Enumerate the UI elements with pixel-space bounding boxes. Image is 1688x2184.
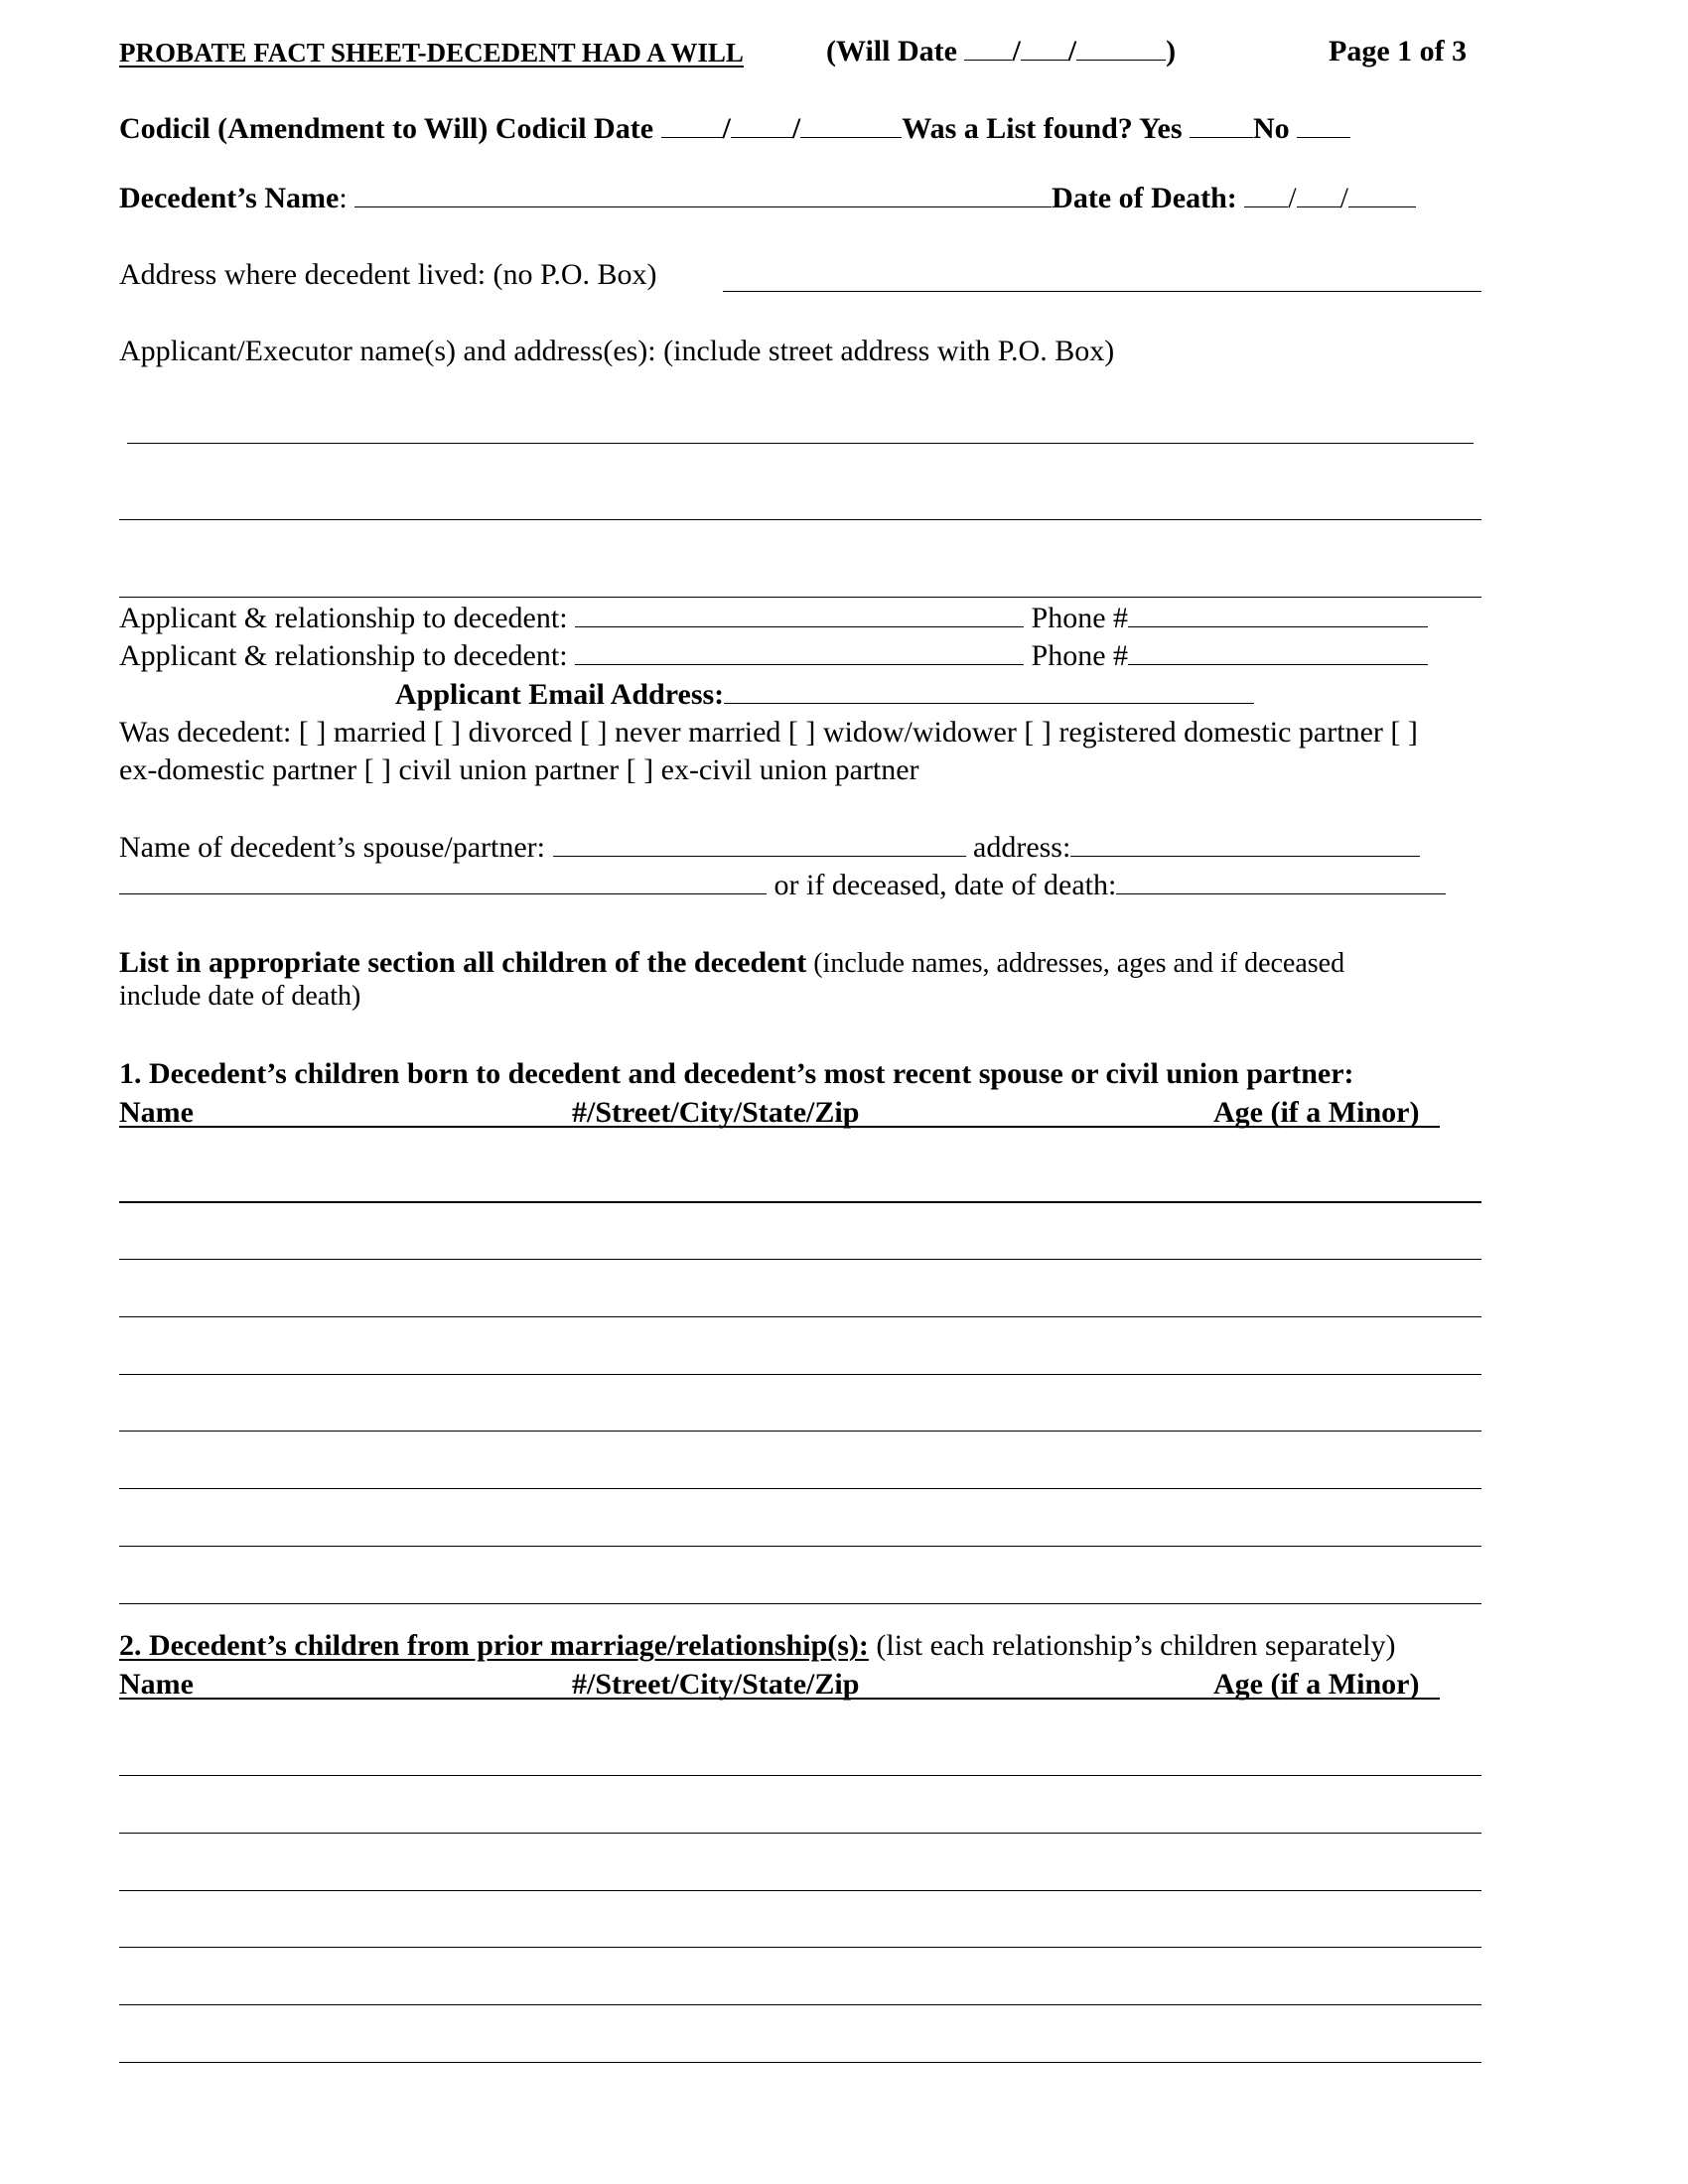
spouse-address-field[interactable] [1070,855,1420,857]
section-1-row-line-1[interactable] [119,1201,1481,1203]
codicil-month-field[interactable] [661,136,723,138]
section-1-col-address: #/Street/City/State/Zip [572,1096,860,1129]
applicant-2-phone-field[interactable] [1128,663,1428,665]
section-2-row-line-2[interactable] [119,1833,1481,1834]
section-2-title-row [119,1631,1396,1661]
codicil-label: Codicil (Amendment to Will) Codicil Date [119,112,654,145]
children-intro-bold: List in appropriate section all children of the decedent [119,946,807,979]
marital-status-line-2[interactable]: ex-domestic partner [ ] civil union partner [ ] ex-civil union partner [119,753,919,786]
section-1-row-line-7[interactable] [119,1546,1481,1547]
will-date-year-field[interactable] [1076,59,1166,61]
death-day-field[interactable] [1297,205,1340,207]
section-2-row-line-6[interactable] [119,2062,1481,2063]
form-title: PROBATE FACT SHEET-DECEDENT HAD A WILL [119,38,744,68]
applicant-1-phone-label: Phone # [1031,602,1129,634]
will-date-label [826,37,1176,67]
executor-label: Applicant/Executor name(s) and address(es): (include street address with P.O. Box) [119,335,1115,367]
will-date-slash-2: / [1067,35,1077,68]
section-2-row-line-1[interactable] [119,1775,1481,1776]
section-2-row-line-3[interactable] [119,1890,1481,1891]
section-1-row-line-8[interactable] [119,1603,1481,1604]
section-1-title: 1. Decedent’s children born to decedent and decedent’s most recent spouse or civil union partner: [119,1057,1354,1090]
codicil-day-field[interactable] [731,136,792,138]
children-intro-line-1 [119,948,1344,978]
applicant-2-label: Applicant & relationship to decedent: [119,639,568,672]
applicant-1-phone-field[interactable] [1128,625,1428,627]
codicil-slash-2: / [791,112,801,145]
section-1-row-line-5[interactable] [119,1431,1481,1432]
list-found-label: Was a List found? Yes [902,112,1183,145]
marital-status-line-1[interactable]: Was decedent: [ ] married [ ] divorced [ ] never married [ ] widow/widower [ ] registered domestic partner [ ] [119,716,1418,749]
section-1-row-line-4[interactable] [119,1374,1481,1375]
applicant-1-label: Applicant & relationship to decedent: [119,602,568,634]
spouse-name-label: Name of decedent’s spouse/partner: [119,831,546,864]
will-date-close-paren: ) [1166,35,1177,68]
list-found-yes-field[interactable] [1190,136,1253,138]
date-of-death-label: Date of Death: [1052,182,1237,214]
applicant-2-phone-label: Phone # [1031,639,1129,672]
will-date-day-field[interactable] [1021,59,1068,61]
children-intro-line-2: include date of death) [119,981,361,1012]
spouse-deceased-row [119,871,1446,900]
applicant-1-row [119,604,1428,633]
codicil-slash-1: / [722,112,731,145]
decedent-name-label: Decedent’s Name [119,182,340,214]
spouse-row [119,833,1420,863]
decedent-name-colon: : [339,182,348,214]
section-2-col-age: Age (if a Minor) [1213,1668,1420,1701]
executor-line-2[interactable] [119,519,1481,520]
applicant-1-field[interactable] [575,625,1024,627]
codicil-row [119,114,1350,144]
page-number: Page 1 of 3 [1329,35,1468,68]
death-slash-2: / [1339,182,1348,214]
death-slash-1: / [1288,182,1297,214]
applicant-email-row [395,680,1254,710]
decedent-name-row [119,184,1416,213]
section-1-col-age: Age (if a Minor) [1213,1096,1420,1129]
spouse-address-label: address: [973,831,1071,864]
death-month-field[interactable] [1244,205,1288,207]
decedent-address-field[interactable] [723,291,1481,292]
children-intro-normal: (include names, addresses, ages and if deceased [806,948,1345,979]
applicant-2-field[interactable] [575,663,1024,665]
decedent-name-field[interactable] [354,205,1052,207]
applicant-2-row [119,641,1428,671]
list-found-no-field[interactable] [1297,136,1350,138]
section-2-title: 2. Decedent’s children from prior marriage/relationship(s): [119,1629,869,1662]
will-date-slash-1: / [1012,35,1021,68]
will-date-month-field[interactable] [964,59,1012,61]
section-1-header-underline [119,1126,1440,1128]
section-2-row-line-5[interactable] [119,2004,1481,2005]
executor-line-3[interactable] [119,597,1481,598]
section-2-note: (list each relationship’s children separately) [868,1629,1396,1662]
section-1-row-line-2[interactable] [119,1259,1481,1260]
list-found-no-label: No [1253,112,1290,145]
section-2-header-underline [119,1698,1440,1700]
section-2-row-line-4[interactable] [119,1947,1481,1948]
section-2-col-name: Name [119,1668,194,1701]
section-1-row-line-6[interactable] [119,1488,1481,1489]
applicant-email-label: Applicant Email Address: [395,678,725,711]
executor-line-1[interactable] [127,443,1474,444]
codicil-year-field[interactable] [800,136,902,138]
will-date-text: (Will Date [826,35,957,68]
section-1-row-line-3[interactable] [119,1316,1481,1317]
death-year-field[interactable] [1348,205,1416,207]
spouse-address-line-2-field[interactable] [119,892,767,894]
spouse-name-field[interactable] [553,855,966,857]
section-2-col-address: #/Street/City/State/Zip [572,1668,860,1701]
spouse-deceased-label: or if deceased, date of death: [774,869,1117,901]
spouse-death-date-field[interactable] [1116,892,1446,894]
decedent-address-label: Address where decedent lived: (no P.O. Box) [119,258,657,291]
section-1-col-name: Name [119,1096,194,1129]
applicant-email-field[interactable] [724,702,1254,704]
